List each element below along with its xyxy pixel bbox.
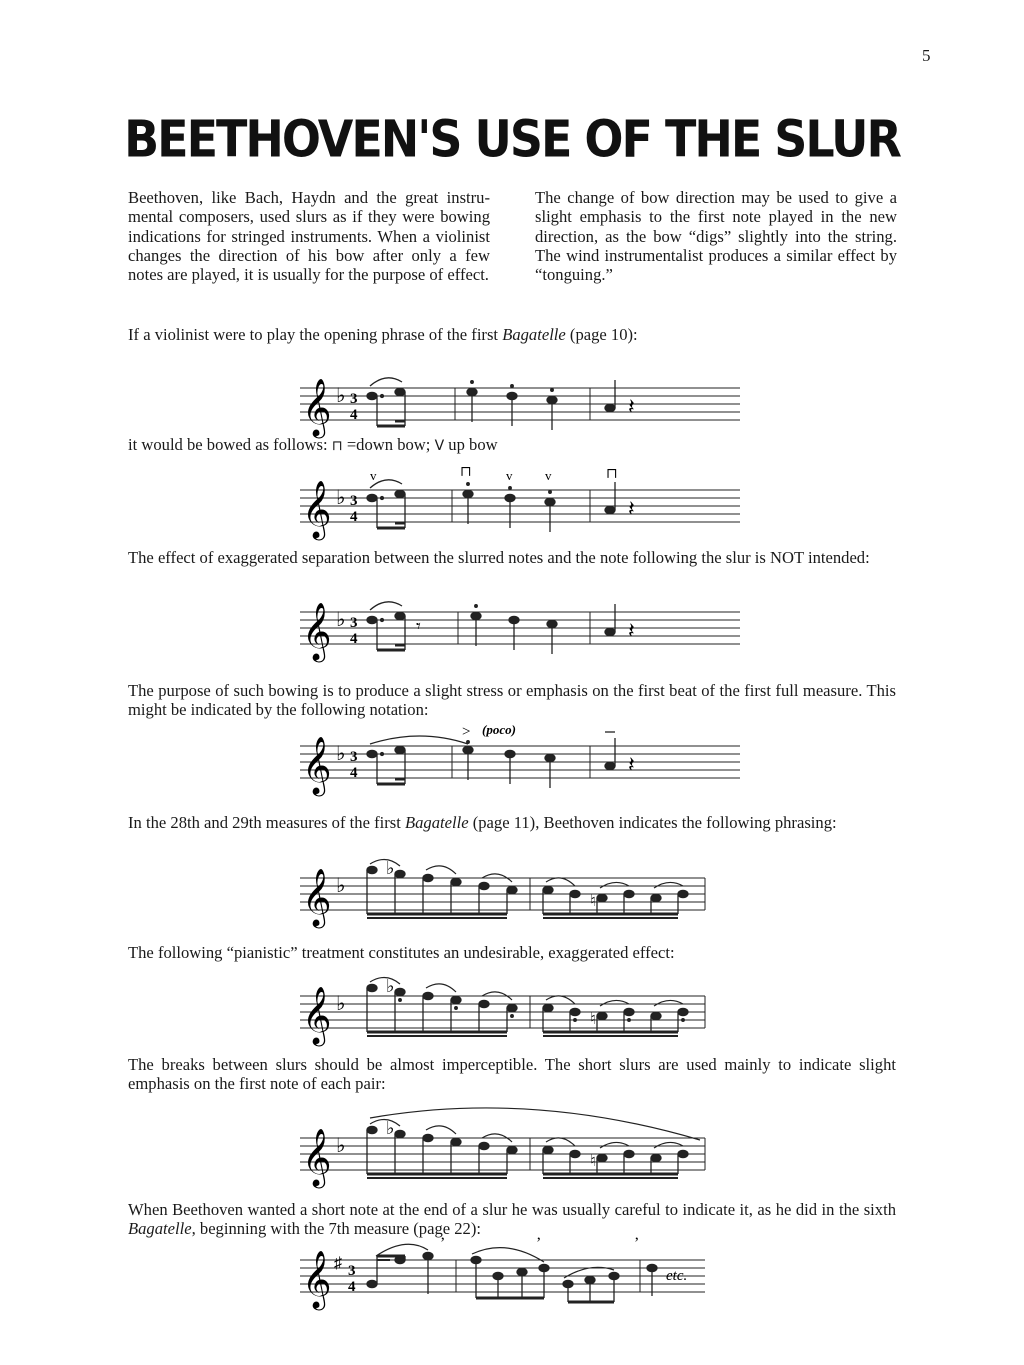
etc-marking: etc. [666,1268,688,1284]
paragraph-purpose: The purpose of such bowing is to produce a slight stress or emphasis on the first beat of the first full measure. This might be indicated by the following notation: [128,681,896,720]
paragraph-breaks: The breaks between slurs should be almost imperceptible. The short slurs are used mainly to indicate slight emphasis on the first note of each pair: [128,1055,896,1094]
treble-clef-icon: 𝄞 [302,481,332,537]
poco-marking: (poco) [482,722,516,737]
music-example-8 [300,1236,720,1306]
natural-icon: ♮ [590,1011,596,1028]
eighth-rest-icon: 𝄾 [416,616,421,636]
flat-icon: ♭ [336,1135,346,1157]
flat-icon: ♭ [336,487,346,509]
paragraph-measures-28-29: In the 28th and 29th measures of the first Bagatelle (page 11), Beethoven indicates the following phrasing: [128,813,837,832]
page-number: 5 [922,46,931,65]
flat-icon: ♭ [386,858,395,878]
flat-icon: ♭ [336,609,346,631]
flat-icon: ♭ [336,743,346,765]
down-bow-icon: ⊓ [331,438,343,454]
music-example-2 [300,466,740,536]
intro-right-column: The change of bow direction may be used to give a slight emphasis to the first note played in the new direction, as the bow “digs” slightly into the string. The wind instrumentalist produces a similar effect by “tonguing.” [535,188,897,285]
flat-icon: ♭ [386,1118,395,1138]
paragraph-pianistic: The following “pianistic” treatment constitutes an undesirable, exaggerated effect: [128,943,675,962]
paragraph-separation: The effect of exaggerated separation between the slurred notes and the note following the slur is NOT intended: [128,548,870,567]
flat-icon: ♭ [386,976,395,996]
time-signature-bottom: 4 [350,407,358,423]
paragraph-opening-phrase: If a violinist were to play the opening phrase of the first Bagatelle (page 10): [128,325,638,344]
quarter-rest-icon: 𝄽 [628,496,635,521]
quarter-rest-icon: 𝄽 [628,618,635,643]
intro-left-column: Beethoven, like Bach, Haydn and the great instrumental composers, used slurs as if they were bowing indications for stringed instruments. When a violinist changes the direction of his bow after only a few notes are played, it is usually for the purpose of effect. [128,188,490,285]
flat-icon: ♭ [336,993,346,1015]
natural-icon: ♮ [590,1153,596,1170]
flat-icon: ♭ [336,875,346,897]
up-bow-icon: V [434,438,445,454]
time-signature-bottom: 4 [350,765,358,781]
paragraph-short-note: When Beethoven wanted a short note at the end of a slur he was usually careful to indicate it, as he did in the sixth Bagatelle, beginning with the 7th measure (page 22): [128,1200,896,1239]
treble-clef-icon: 𝄞 [302,1251,332,1307]
music-example-1 [300,368,740,438]
up-bow-icon: v [545,468,552,483]
down-bow-icon: ⊓ [460,465,472,480]
time-signature-bottom: 4 [350,509,358,525]
quarter-rest-icon: 𝄽 [628,752,635,777]
treble-clef-icon: 𝄞 [302,869,332,925]
time-signature-top: 3 [350,391,358,407]
music-example-3 [300,592,740,662]
natural-icon: ♮ [590,893,596,910]
time-signature-top: 3 [350,749,358,765]
treble-clef-icon: 𝄞 [302,603,332,659]
time-signature-top: 3 [348,1263,356,1279]
treble-clef-icon: 𝄞 [302,737,332,793]
up-bow-icon: v [506,468,513,483]
accent-icon: > [462,724,471,740]
page-title: BEETHOVEN'S USE OF THE SLUR [124,109,900,169]
breath-mark-icon: ’ [440,1235,446,1252]
quarter-rest-icon: 𝄽 [628,394,635,419]
music-example-4 [300,722,740,792]
paragraph-bowing: it would be bowed as follows: ⊓ =down bow; V up bow [128,435,498,454]
breath-mark-icon: ’ [634,1235,640,1252]
down-bow-icon: ⊓ [606,467,618,482]
time-signature-top: 3 [350,493,358,509]
breath-mark-icon: ’ [536,1235,542,1252]
flat-icon: ♭ [336,385,346,407]
time-signature-top: 3 [350,615,358,631]
treble-clef-icon: 𝄞 [302,379,332,435]
music-example-7 [300,1104,720,1184]
time-signature-bottom: 4 [350,631,358,647]
sharp-icon: ♯ [334,1255,342,1272]
treble-clef-icon: 𝄞 [302,987,332,1043]
time-signature-bottom: 4 [348,1279,356,1295]
treble-clef-icon: 𝄞 [302,1129,332,1185]
up-bow-icon: v [370,468,377,483]
music-example-6 [300,972,720,1042]
music-example-5 [300,856,720,926]
